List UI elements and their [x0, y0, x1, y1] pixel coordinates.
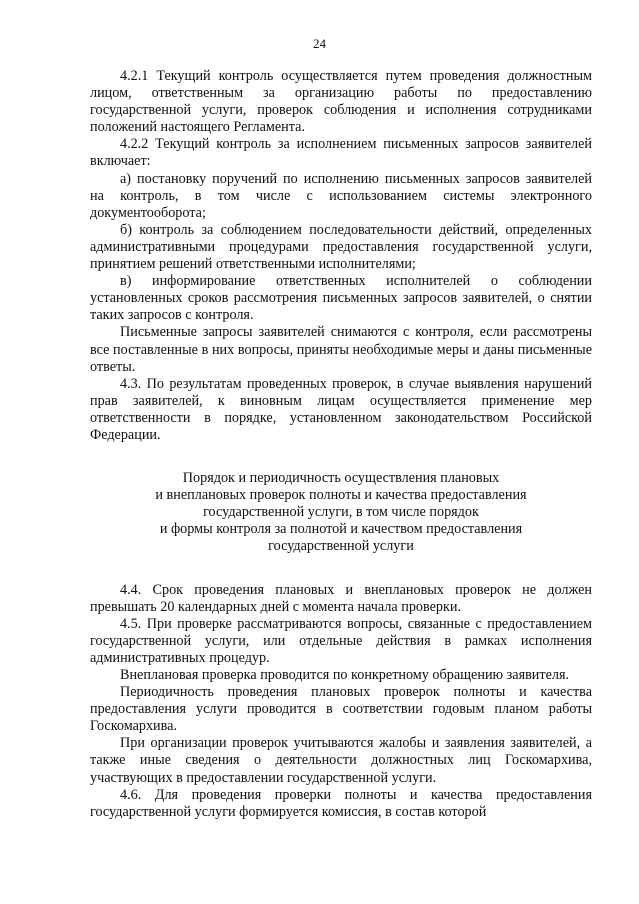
section-heading-line: государственной услуги [268, 538, 414, 555]
paragraph-4-2-1: 4.2.1 Текущий контроль осуществляется путем проведения должностным лицом, ответственным за организацию работы по предоставлению государственной услуги, проверок соблюдения и исполнения сотрудниками положений настоящего Регламента. [90, 68, 592, 136]
paragraph-4-4: 4.4. Срок проведения плановых и внеплановых проверок не должен превышать 20 календарных дней с момента начала проверки. [90, 581, 592, 615]
paragraph-4-3: 4.3. По результатам проведенных проверок, в случае выявления нарушений прав заявителей, к виновным лицам осуществляется применение мер ответственности в порядке, установленном законодательством Российской Федерации. [90, 375, 592, 443]
paragraph-periodicity: Периодичность проведения плановых проверок полноты и качества предоставления услуги проводится в соответствии годовым планом работы Госкомархива. [90, 684, 592, 735]
list-item-a: а) постановку поручений по исполнению письменных запросов заявителей на контроль, в том числе с использованием системы электронного документооборота; [90, 170, 592, 221]
paragraph-4-5: 4.5. При проверке рассматриваются вопросы, связанные с предоставлением государственной услуги, или отдельные действия в рамках исполнения административных процедур. [90, 615, 592, 666]
document-body [90, 68, 592, 821]
paragraph-4-6: 4.6. Для проведения проверки полноты и качества предоставления государственной услуги формируется комиссия, в состав которой [90, 786, 592, 820]
page-number: 24 [313, 36, 326, 51]
section-heading-line: и внеплановых проверок полноты и качества предоставления [155, 487, 527, 504]
list-item-b: б) контроль за соблюдением последовательности действий, определенных административными процедурами предоставления государственной услуги, принятием решений ответственными исполнителями; [90, 221, 592, 273]
section-heading [90, 470, 592, 555]
paragraph-unscheduled-check: Внеплановая проверка проводится по конкретному обращению заявителя. [120, 667, 570, 683]
section-heading-line: государственной услуги, в том числе порядок [203, 504, 479, 521]
paragraph-complaints: При организации проверок учитываются жалобы и заявления заявителей, а также иные сведения о деятельности должностных лиц Госкомархива, участвующих в предоставлении государственной услуги. [90, 735, 592, 786]
list-item-v: в) информирование ответственных исполнителей о соблюдении установленных сроков рассмотрения письменных запросов заявителей, о снятии таких запросов с контроля. [90, 273, 592, 324]
paragraph-removal-from-control: Письменные запросы заявителей снимаются с контроля, если рассмотрены все поставленные в них вопросы, приняты необходимые меры и даны письменные ответы. [90, 324, 592, 375]
paragraph-4-2-2: 4.2.2 Текущий контроль за исполнением письменных запросов заявителей включает: [90, 136, 592, 170]
section-heading-line: Порядок и периодичность осуществления плановых [182, 470, 500, 487]
section-heading-line: и формы контроля за полнотой и качеством предоставления [159, 521, 523, 538]
